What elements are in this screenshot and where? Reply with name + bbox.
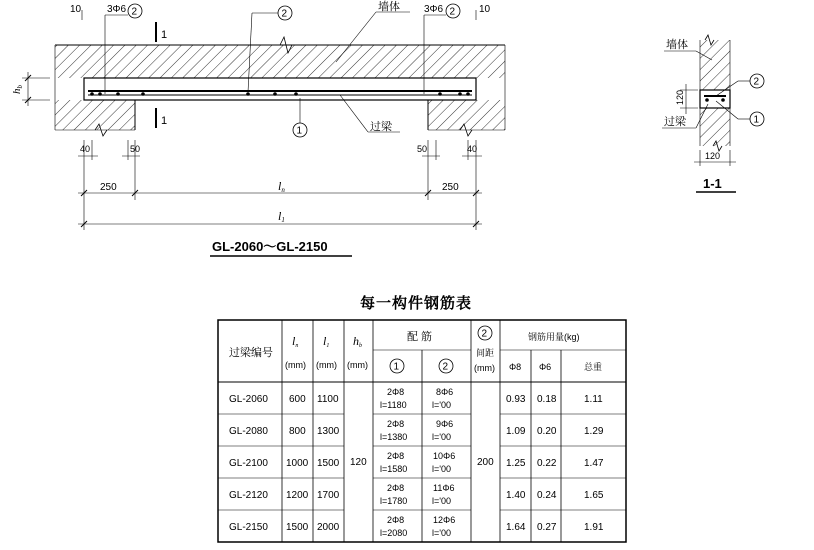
cell-ln: 1000 bbox=[286, 458, 309, 469]
header-total: 总重 bbox=[584, 362, 603, 372]
cell-r2a: 10Φ6 bbox=[433, 451, 456, 461]
cell-r2a: 12Φ6 bbox=[433, 515, 456, 525]
cell-hb-value: 120 bbox=[350, 457, 367, 468]
cell-total: 1.47 bbox=[584, 458, 604, 469]
header-hb-unit: (mm) bbox=[347, 360, 368, 370]
lintel-label: 过梁 bbox=[370, 121, 392, 133]
hb-label: hb bbox=[11, 85, 24, 94]
header-ln-unit: (mm) bbox=[285, 360, 306, 370]
header-phi8: Φ8 bbox=[509, 362, 522, 372]
section-lintel bbox=[700, 90, 730, 108]
cell-p6: 0.18 bbox=[537, 394, 557, 405]
cell-r2b: l='00 bbox=[432, 432, 451, 442]
cell-no: GL-2120 bbox=[229, 490, 268, 501]
cell-r2a: 9Φ6 bbox=[436, 419, 454, 429]
section-mark-bottom: 1 bbox=[161, 115, 168, 127]
cell-l1: 1100 bbox=[317, 394, 339, 405]
mark-2-mid: 2 bbox=[281, 8, 288, 20]
mark-2-left: 2 bbox=[131, 6, 138, 18]
support-right-hatch bbox=[428, 100, 505, 130]
cell-p8: 1.09 bbox=[506, 426, 526, 437]
cell-total: 1.91 bbox=[584, 522, 604, 533]
cell-no: GL-2060 bbox=[229, 394, 268, 405]
table-row bbox=[229, 419, 604, 442]
header-steel: 钢筋用量(kg) bbox=[528, 332, 580, 342]
cell-r1b: l=1180 bbox=[380, 400, 407, 410]
cell-total: 1.29 bbox=[584, 426, 604, 437]
rebar-table bbox=[218, 294, 626, 542]
header-l1: l1 bbox=[323, 334, 330, 349]
section-wall-lower-hatch bbox=[700, 108, 730, 146]
support-left-hatch bbox=[55, 100, 135, 130]
section-wall-label: 墙体 bbox=[666, 39, 688, 51]
section-mark-top: 1 bbox=[161, 29, 168, 41]
section-title: 1-1 bbox=[703, 176, 722, 191]
cell-no: GL-2150 bbox=[229, 522, 268, 533]
table-row bbox=[229, 451, 604, 474]
cell-ln: 600 bbox=[289, 394, 306, 405]
mark-2-right: 2 bbox=[449, 6, 456, 18]
cell-r1a: 2Φ8 bbox=[387, 515, 405, 525]
cell-l1: 1500 bbox=[317, 458, 340, 469]
cell-r1a: 2Φ8 bbox=[387, 419, 405, 429]
elevation-title: GL-2060～GL-2150 bbox=[212, 239, 328, 254]
cell-r2a: 8Φ6 bbox=[436, 387, 454, 397]
cell-ln: 1200 bbox=[286, 490, 309, 501]
cell-p8: 0.93 bbox=[506, 394, 526, 405]
section-wall-hatch bbox=[700, 40, 730, 90]
table-row bbox=[229, 387, 603, 410]
dim-250-left: 250 bbox=[100, 182, 117, 193]
cell-p6: 0.24 bbox=[537, 490, 557, 501]
cell-p6: 0.27 bbox=[537, 522, 557, 533]
cell-r2b: l='00 bbox=[432, 464, 451, 474]
l1-label: l1 bbox=[278, 209, 285, 224]
section-mark-2: 2 bbox=[753, 76, 760, 88]
dim-50-left: 50 bbox=[130, 144, 141, 154]
header-l1-unit: (mm) bbox=[316, 360, 337, 370]
cell-p8: 1.64 bbox=[506, 522, 526, 533]
cell-p8: 1.25 bbox=[506, 458, 526, 469]
lintel-beam bbox=[84, 78, 476, 100]
cell-l1: 2000 bbox=[317, 522, 340, 533]
cell-p6: 0.22 bbox=[537, 458, 557, 469]
cell-no: GL-2080 bbox=[229, 426, 268, 437]
section-lintel-label: 过梁 bbox=[664, 116, 686, 128]
header-rebar-1: 1 bbox=[393, 361, 400, 373]
cell-p6: 0.20 bbox=[537, 426, 557, 437]
rebar-label-right: 3Φ6 bbox=[424, 4, 444, 15]
dim-10-left: 10 bbox=[70, 4, 82, 15]
cell-total: 1.11 bbox=[584, 394, 603, 405]
cell-total: 1.65 bbox=[584, 490, 604, 501]
section-view bbox=[662, 35, 764, 192]
cell-r1b: l=1580 bbox=[380, 464, 408, 474]
dim-250-right: 250 bbox=[442, 182, 459, 193]
cell-r2a: 11Φ6 bbox=[433, 483, 455, 493]
elevation-view bbox=[11, 0, 505, 256]
cell-r2b: l='00 bbox=[432, 400, 451, 410]
cell-r1b: l=1780 bbox=[380, 496, 408, 506]
cell-r1b: l=1380 bbox=[380, 432, 408, 442]
dim-50-right: 50 bbox=[417, 144, 428, 154]
wall-label: 墙体 bbox=[378, 1, 400, 13]
table-row bbox=[229, 483, 604, 506]
header-ln: ln bbox=[292, 334, 299, 349]
header-beam-no: 过梁编号 bbox=[229, 347, 273, 359]
dim-40-left: 40 bbox=[80, 144, 91, 154]
cell-r2b: l='00 bbox=[432, 528, 451, 538]
dim-10-right: 10 bbox=[479, 4, 491, 15]
cell-r1a: 2Φ8 bbox=[387, 483, 405, 493]
cell-r1a: 2Φ8 bbox=[387, 387, 405, 397]
dim-40-right: 40 bbox=[467, 144, 478, 154]
cell-l1: 1300 bbox=[317, 426, 340, 437]
cell-p8: 1.40 bbox=[506, 490, 526, 501]
header-phi6: Φ6 bbox=[539, 362, 552, 372]
header-rebar-2: 2 bbox=[442, 361, 449, 373]
header-rebar: 配 筋 bbox=[407, 331, 433, 343]
cell-no: GL-2100 bbox=[229, 458, 268, 469]
header-spacing-mark: 2 bbox=[481, 328, 488, 340]
rebar-label-left: 3Φ6 bbox=[107, 4, 127, 15]
section-dim-120-v: 120 bbox=[675, 89, 685, 105]
section-mark-1: 1 bbox=[753, 114, 760, 126]
mark-1: 1 bbox=[296, 125, 303, 137]
cell-ln: 1500 bbox=[286, 522, 309, 533]
cell-r1b: l=2080 bbox=[380, 528, 408, 538]
section-dim-120-h: 120 bbox=[705, 151, 721, 161]
cell-spacing-value: 200 bbox=[477, 457, 494, 468]
header-spacing: 间距 bbox=[476, 348, 495, 358]
header-hb: hb bbox=[353, 334, 362, 349]
header-spacing-unit: (mm) bbox=[474, 363, 495, 373]
cell-r2b: l='00 bbox=[432, 496, 451, 506]
ln-label: ln bbox=[278, 179, 285, 194]
cell-l1: 1700 bbox=[317, 490, 340, 501]
table-row bbox=[229, 515, 604, 538]
wall-above-hatch bbox=[55, 45, 505, 78]
cell-r1a: 2Φ8 bbox=[387, 451, 405, 461]
table-title: 每一构件钢筋表 bbox=[360, 295, 473, 312]
cell-ln: 800 bbox=[289, 426, 306, 437]
